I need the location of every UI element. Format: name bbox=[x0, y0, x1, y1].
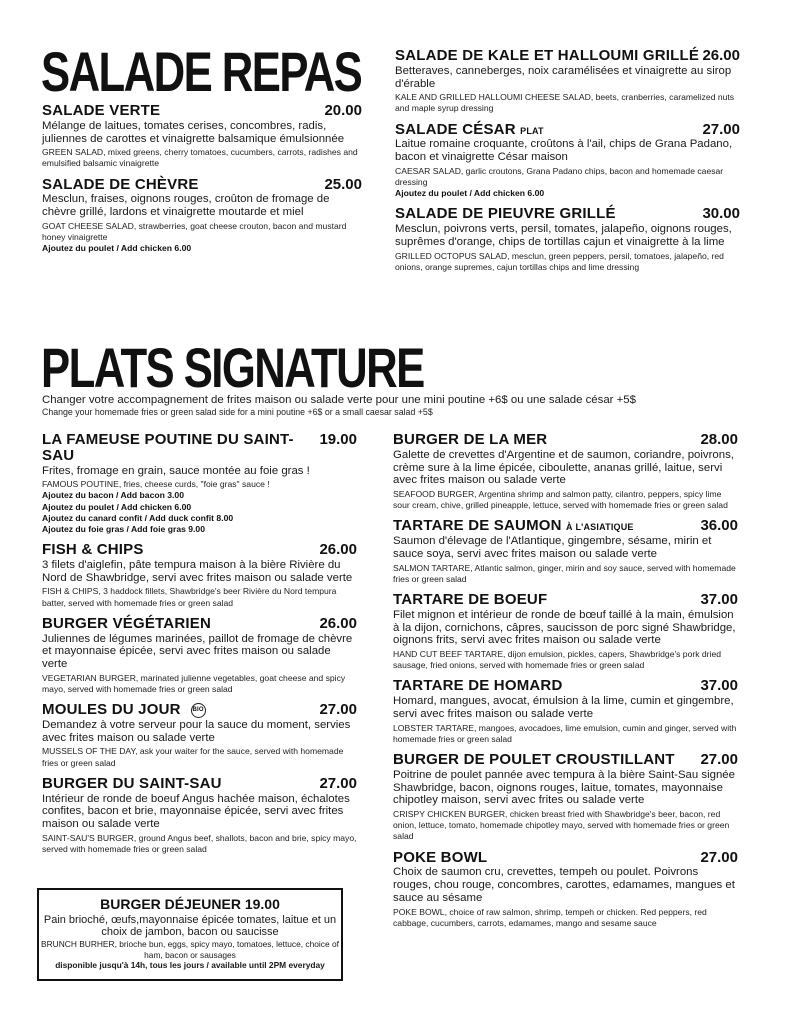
menu-item-description-fr: Mesclun, poivrons verts, persil, tomates, jalapeño, oignons rouges, suprêmes d'orange, chips de tortillas cajun et vinaigrette à la lime bbox=[395, 223, 732, 248]
menu-item-title bbox=[393, 518, 634, 534]
menu-item-tag: À L'ASIATIQUE bbox=[566, 522, 634, 533]
menu-item-title bbox=[42, 177, 199, 193]
brunch-burger-title: BURGER DÉJEUNER 19.00 bbox=[100, 896, 280, 912]
menu-item bbox=[42, 542, 357, 609]
menu-item-description-en: KALE AND GRILLED HALLOUMI CHEESE SALAD, beets, cranberries, caramelized nuts and maple syrup dressing bbox=[395, 92, 735, 114]
menu-item-name: TARTARE DE BOEUF bbox=[393, 591, 548, 609]
menu-item-description-en: GREEN SALAD, mixed greens, cherry tomatoes, cucumbers, carrots, radishes and emulsified balsamic vinaigrette bbox=[42, 147, 358, 169]
brunch-burger-description-en: BRUNCH BURHER, brioche bun, eggs, spicy mayo, tomatoes, lettuce, choice of ham, bacon or sausages bbox=[41, 938, 339, 960]
menu-item-price: 26.00 bbox=[319, 541, 357, 559]
salade-repas-left-column bbox=[42, 103, 362, 261]
menu-item-name: SALADE DE CHÈVRE bbox=[42, 175, 199, 193]
menu-item-description-fr: Mesclun, fraises, oignons rouges, croûton de fromage de chèvre grillé, lardons et vinaigrette moutarde et miel bbox=[42, 193, 330, 219]
menu-item-price: 20.00 bbox=[324, 102, 362, 119]
menu-item-description-en: HAND CUT BEEF TARTARE, dijon emulsion, pickles, capers, Shawbridge's pork dried sausage, fried onions, served with homemade fries or green salad bbox=[393, 649, 722, 671]
menu-item-description-fr: Galette de crevettes d'Argentine et de saumon, coriandre, poivrons, crème sure à la lime épicée, ciboulette, ananas grillé, laitue, servi avec frites maison ou salade verte bbox=[393, 448, 734, 487]
menu-item-title bbox=[393, 592, 547, 608]
menu-item-description-fr: Saumon d'élevage de l'Atlantique, gingembre, sésame, mirin et sauce soya, servi avec frites maison ou salade verte bbox=[393, 535, 712, 560]
menu-item-title bbox=[393, 432, 547, 448]
add-on-option: Ajoutez du bacon / Add bacon 3.00 bbox=[42, 490, 184, 501]
menu-item-price: 37.00 bbox=[700, 677, 738, 695]
menu-item-price: 27.00 bbox=[700, 751, 738, 769]
menu-item-header bbox=[395, 48, 740, 64]
menu-item-description-en: MUSSELS OF THE DAY, ask your waiter for the sauce, served with homemade fries or green salad bbox=[42, 746, 344, 768]
menu-item-name: SALADE DE PIEUVRE GRILLÉ bbox=[395, 205, 616, 223]
menu-item-description-fr: Laitue romaine croquante, croûtons à l'ail, chips de Grana Padano, bacon et vinaigrette César maison bbox=[395, 138, 733, 164]
menu-item-name: BURGER VÉGÉTARIEN bbox=[42, 614, 211, 632]
menu-item-description-fr: Filet mignon et intérieur de ronde de bœuf taillé à la main, émulsion à la dijon, cornichons, câpres, saucisson de porc signé Shawbridge, oignons frits, servi avec frites maison ou salade verte bbox=[393, 608, 736, 647]
menu-item-title bbox=[42, 616, 211, 632]
menu-item-price: 26.00 bbox=[319, 614, 357, 632]
menu-item-header bbox=[395, 122, 740, 138]
menu-item-header bbox=[42, 702, 357, 718]
menu-item-tag: PLAT bbox=[520, 125, 544, 136]
menu-item-title bbox=[42, 432, 319, 464]
menu-item-title bbox=[393, 850, 487, 866]
menu-item-title bbox=[393, 752, 675, 768]
menu-item-description-en: SALMON TARTARE, Atlantic salmon, ginger, mirin and soy sauce, served with homemade fries or green salad bbox=[393, 562, 736, 584]
menu-item-price: 25.00 bbox=[324, 175, 362, 193]
menu-item-name: MOULES DU JOUR bbox=[42, 701, 181, 719]
menu-item-title bbox=[42, 103, 160, 119]
menu-item-price: 26.00 bbox=[702, 47, 740, 64]
menu-item-description-fr: Betteraves, canneberges, noix caramélisées et vinaigrette au sirop d'érable bbox=[395, 64, 732, 90]
salade-repas-right-column bbox=[395, 48, 740, 280]
menu-item-description-en: FISH & CHIPS, 3 haddock fillets, Shawbridge's beer Rivière du Nord tempura batter, served with homemade fries or green salad bbox=[42, 586, 337, 608]
add-on-option: Ajoutez du poulet / Add chicken 6.00 bbox=[42, 501, 192, 512]
brunch-burger-description-fr: Pain brioché, œufs,mayonnaise épicée tomates, laitue et un choix de jambon, bacon ou saucisse bbox=[43, 914, 337, 939]
menu-item-name: POKE BOWL bbox=[393, 848, 488, 866]
menu-item-title bbox=[395, 122, 544, 138]
menu-item-price: 27.00 bbox=[319, 774, 357, 792]
menu-item-description-fr: Poitrine de poulet pannée avec tempura à la bière Saint-Sau signée Shawbridge, bacon, oignons rouges, laitue, tomates, mayonnaise chipotley maison, servi avec frites ou salade verte bbox=[393, 768, 735, 807]
menu-item-description-fr: Demandez à votre serveur pour la sauce du moment, servies avec frites maison ou salade verte bbox=[42, 718, 351, 744]
brunch-burger-availability: disponible jusqu'à 14h, tous les jours / available until 2PM everyday bbox=[55, 960, 325, 971]
menu-item-description-fr: Homard, mangues, avocat, émulsion à la lime, cumin et gingembre, servi avec frites maison ou salade verte bbox=[393, 695, 734, 720]
menu-item-description-en: CAESAR SALAD, garlic croutons, Grana Padano chips, bacon and homemade caesar dressing bbox=[395, 165, 724, 188]
menu-item bbox=[42, 616, 357, 695]
menu-item bbox=[393, 518, 738, 585]
menu-item bbox=[393, 592, 738, 671]
menu-item bbox=[42, 432, 357, 535]
menu-item-header bbox=[393, 752, 738, 768]
menu-item-description-fr: Mélange de laitues, tomates cerises, concombres, radis, juliennes de carottes et vinaigrette balsamique émulsionnée bbox=[42, 119, 345, 145]
menu-item bbox=[42, 702, 357, 769]
menu-item-description-en: LOBSTER TARTARE, mangoes, avocadoes, lime emulsion, cumin and ginger, served with homemade fries or green salad bbox=[393, 722, 737, 744]
menu-item bbox=[393, 850, 738, 929]
menu-item-title bbox=[42, 702, 206, 718]
menu-item bbox=[42, 776, 357, 855]
section-heading-plats-signature: PLATS SIGNATURE bbox=[41, 336, 424, 399]
menu-item-price: 30.00 bbox=[702, 205, 740, 223]
menu-item bbox=[395, 122, 740, 200]
menu-item-description-en: GRILLED OCTOPUS SALAD, mesclun, green peppers, persil, tomatoes, jalapeño, red onions, orange supremes, cajun tortillas chips and lime dressing bbox=[395, 250, 724, 272]
menu-item-name: SALADE VERTE bbox=[42, 102, 161, 119]
menu-item-description-en: SEAFOOD BURGER, Argentina shrimp and salmon patty, cilantro, peppers, spicy lime sour cream, chive, grilled pineapple, lettuce, served with homemade fries or green salad bbox=[393, 489, 728, 511]
menu-item-price: 27.00 bbox=[700, 848, 738, 866]
menu-item-header bbox=[42, 776, 357, 792]
menu-item-header bbox=[42, 177, 362, 193]
menu-item-header bbox=[393, 592, 738, 608]
menu-item-price: 28.00 bbox=[700, 431, 738, 448]
menu-item-description-en: POKE BOWL, choice of raw salmon, shrimp, tempeh or chicken. Red peppers, red cabbage, cucumbers, carrots, edamames, mango and sesame sauce bbox=[393, 906, 707, 928]
menu-item-header bbox=[393, 850, 738, 866]
menu-item-price: 27.00 bbox=[319, 701, 357, 719]
add-on-option: Ajoutez du poulet / Add chicken 6.00 bbox=[395, 188, 545, 199]
menu-item-name: BURGER DE POULET CROUSTILLANT bbox=[393, 751, 675, 769]
menu-item-name: FISH & CHIPS bbox=[42, 541, 144, 559]
menu-item-header bbox=[393, 678, 738, 694]
menu-item bbox=[393, 678, 738, 745]
menu-item-price: 36.00 bbox=[700, 517, 738, 535]
menu-item-title bbox=[395, 48, 699, 64]
menu-item-description-en: CRISPY CHICKEN BURGER, chicken breast fried with Shawbridge's beer, bacon, red onion, lettuce, tomato, homemade chipotley mayo, served with homemade fries or green salad bbox=[393, 809, 730, 842]
menu-item-header bbox=[395, 206, 740, 222]
menu-item-name: SALADE DE KALE ET HALLOUMI GRILLÉ bbox=[395, 47, 700, 64]
menu-item-description-en: GOAT CHEESE SALAD, strawberries, goat cheese crouton, bacon and mustard honey vinaigrette bbox=[42, 220, 347, 243]
menu-item-header bbox=[393, 432, 738, 448]
menu-item-description-fr: Intérieur de ronde de boeuf Angus hachée maison, échalotes confites, bacon et brie, mayonnaise épicée, servi avec frites maison ou salade verte bbox=[42, 792, 350, 831]
menu-item bbox=[395, 48, 740, 115]
menu-item-name: TARTARE DE SAUMON bbox=[393, 517, 562, 535]
menu-item-description-en: SAINT-SAU'S BURGER, ground Angus beef, shallots, bacon and brie, spicy mayo, served with homemade fries or green salad bbox=[42, 832, 357, 854]
menu-item bbox=[42, 177, 362, 255]
side-change-note-en: Change your homemade fries or green salad side for a mini poutine +6$ or a small caesar salad +5$ bbox=[42, 407, 433, 418]
bio-seal-icon: BIO bbox=[191, 703, 206, 718]
menu-item-price: 19.00 bbox=[319, 431, 357, 448]
menu-item bbox=[393, 752, 738, 843]
add-on-option: Ajoutez du poulet / Add chicken 6.00 bbox=[42, 243, 192, 254]
menu-item-header bbox=[42, 103, 362, 119]
menu-item-header bbox=[42, 432, 357, 464]
menu-item-description-en: VEGETARIAN BURGER, marinated julienne vegetables, goat cheese and spicy mayo, served with homemade fries or green salad bbox=[42, 672, 346, 694]
menu-item-title bbox=[42, 776, 222, 792]
menu-item-price: 37.00 bbox=[700, 591, 738, 609]
brunch-burger-box bbox=[37, 888, 343, 981]
side-change-note-fr: Changer votre accompagnement de frites maison ou salade verte pour une mini poutine +6$ ou une salade césar +5$ bbox=[42, 394, 636, 406]
menu-item-name: BURGER DE LA MER bbox=[393, 431, 548, 448]
menu-item-header bbox=[42, 616, 357, 632]
menu-item-title bbox=[393, 678, 563, 694]
menu-item-description-fr: Juliennes de légumes marinées, paillot de fromage de chèvre et mayonnaise épicée, servi avec frites maison ou salade verte bbox=[42, 632, 353, 671]
menu-item-title bbox=[42, 542, 144, 558]
menu-item-header bbox=[42, 542, 357, 558]
menu-item-header bbox=[393, 518, 738, 534]
menu-item-name: SALADE CÉSAR bbox=[395, 120, 516, 138]
plats-signature-right-column bbox=[393, 432, 738, 936]
add-on-option: Ajoutez du foie gras / Add foie gras 9.00 bbox=[42, 523, 205, 534]
menu-item-name: BURGER DU SAINT-SAU bbox=[42, 774, 222, 792]
menu-item-name: LA FAMEUSE POUTINE DU SAINT-SAU bbox=[42, 431, 294, 464]
menu-item bbox=[393, 432, 738, 511]
menu-item-description-fr: 3 filets d'aiglefin, pâte tempura maison à la bière Rivière du Nord de Shawbridge, servi avec frites maison ou salade verte bbox=[42, 558, 353, 584]
menu-item bbox=[395, 206, 740, 273]
plats-signature-left-column bbox=[42, 432, 357, 862]
plats-signature-intro bbox=[42, 394, 762, 419]
menu-item-title bbox=[395, 206, 616, 222]
menu-item-description-fr: Choix de saumon cru, crevettes, tempeh ou poulet. Poivrons rouges, chou rouge, concombres, carottes, edamames, mangues et sauce au sésame bbox=[393, 866, 735, 904]
add-on-option: Ajoutez du canard confit / Add duck confit 8.00 bbox=[42, 512, 234, 523]
menu-item-description-fr: Frites, fromage en grain, sauce montée au foie gras ! bbox=[42, 464, 310, 477]
menu-item-description-en: FAMOUS POUTINE, fries, cheese curds, "foie gras" sauce ! bbox=[42, 479, 270, 490]
menu-item bbox=[42, 103, 362, 170]
menu-item-name: TARTARE DE HOMARD bbox=[393, 677, 563, 695]
menu-item-price: 27.00 bbox=[702, 120, 740, 138]
section-heading-salade-repas: SALADE REPAS bbox=[41, 40, 362, 103]
